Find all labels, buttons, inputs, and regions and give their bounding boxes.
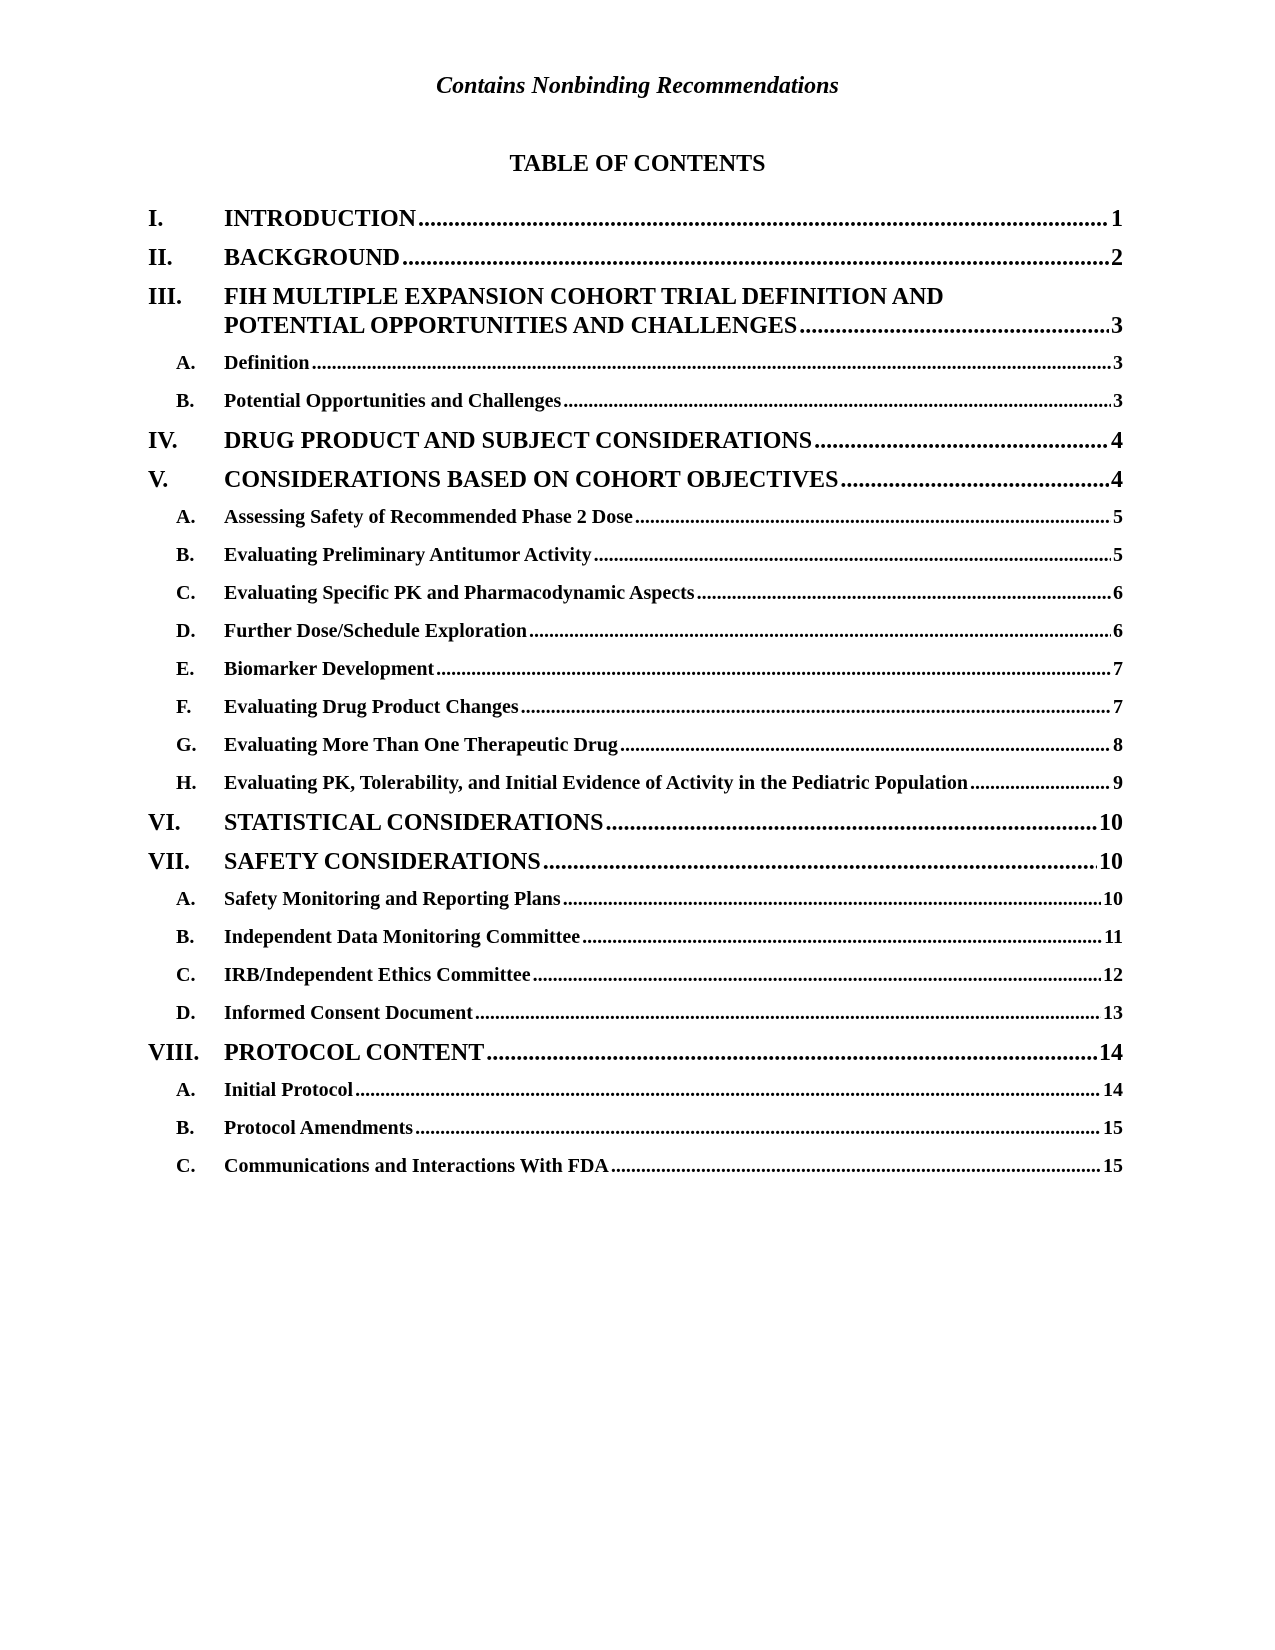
toc-entry[interactable] <box>148 283 1123 341</box>
toc-page-number: 14 <box>1099 1040 1123 1066</box>
toc-page-number: 10 <box>1099 849 1123 875</box>
toc-entry[interactable] <box>148 244 1123 273</box>
toc-leader-dots <box>402 244 1109 273</box>
toc-subentry[interactable] <box>148 389 1123 414</box>
toc-subentry[interactable] <box>148 771 1123 796</box>
toc-page-number: 4 <box>1111 428 1123 454</box>
toc-entry-number: E. <box>176 658 195 680</box>
toc-leader-dots <box>355 1078 1101 1103</box>
toc-entry[interactable] <box>148 848 1123 877</box>
toc-leader-dots <box>594 543 1111 568</box>
toc-leader-dots <box>486 1039 1097 1068</box>
toc-page-number: 15 <box>1103 1117 1123 1139</box>
toc-entry-title: Assessing Safety of Recommended Phase 2 Dose <box>224 506 633 528</box>
toc-subentry[interactable] <box>148 695 1123 720</box>
toc-leader-dots <box>436 657 1111 682</box>
toc-leader-dots <box>620 733 1111 758</box>
toc-page-number: 8 <box>1113 734 1123 756</box>
toc-entry-number: VIII. <box>148 1040 200 1066</box>
toc-page-number: 1 <box>1111 206 1123 232</box>
toc-page-number: 9 <box>1113 772 1123 794</box>
toc-page-number: 3 <box>1113 390 1123 412</box>
toc-subentry[interactable] <box>148 543 1123 568</box>
toc-page-number: 5 <box>1113 506 1123 528</box>
toc-entry-title: BACKGROUND <box>224 245 401 271</box>
toc-entry-title: Biomarker Development <box>224 658 435 680</box>
toc-leader-dots <box>543 848 1097 877</box>
toc-entry-number: A. <box>176 888 196 910</box>
toc-leader-dots <box>533 963 1101 988</box>
toc-entry[interactable] <box>148 427 1123 456</box>
toc-entry-number: B. <box>176 1117 195 1139</box>
toc-leader-dots <box>697 581 1111 606</box>
toc-entry-title: INTRODUCTION <box>224 206 417 232</box>
toc-entry-title: POTENTIAL OPPORTUNITIES AND CHALLENGES <box>224 313 798 339</box>
toc-subentry[interactable] <box>148 505 1123 530</box>
toc-entry-title: DRUG PRODUCT AND SUBJECT CONSIDERATIONS <box>224 428 813 454</box>
toc-entry-number: H. <box>176 772 197 794</box>
toc-entry-title: Evaluating Drug Product Changes <box>224 696 519 718</box>
toc-entry[interactable] <box>148 809 1123 838</box>
toc-page-number: 10 <box>1103 888 1123 910</box>
toc-entry-number: F. <box>176 696 192 718</box>
toc-leader-dots <box>799 312 1109 341</box>
toc-entry-title: Safety Monitoring and Reporting Plans <box>224 888 561 910</box>
toc-entry-title: Evaluating PK, Tolerability, and Initial Evidence of Activity in the Pediatric Population <box>224 772 968 794</box>
toc-leader-dots <box>814 427 1109 456</box>
toc-page-number: 14 <box>1103 1079 1123 1101</box>
toc-entry-number: A. <box>176 506 196 528</box>
toc-leader-dots <box>582 925 1102 950</box>
toc-page-number: 15 <box>1103 1155 1123 1177</box>
toc-page-number: 10 <box>1099 810 1123 836</box>
toc-page-number: 11 <box>1104 926 1123 948</box>
toc-entry-title: Initial Protocol <box>224 1079 354 1101</box>
toc-leader-dots <box>418 205 1109 234</box>
toc-subentry[interactable] <box>148 351 1123 376</box>
toc-subentry[interactable] <box>148 619 1123 644</box>
toc-leader-dots <box>605 809 1097 838</box>
toc-leader-dots <box>521 695 1111 720</box>
toc-entry-number: A. <box>176 1079 196 1101</box>
toc-entry-number: G. <box>176 734 197 756</box>
toc-leader-dots <box>312 351 1111 376</box>
toc-entry[interactable] <box>148 466 1123 495</box>
toc-entry-title: SAFETY CONSIDERATIONS <box>224 849 541 875</box>
toc-entry-number: III. <box>148 284 183 310</box>
toc-entry-title: Further Dose/Schedule Exploration <box>224 620 527 642</box>
toc-title: TABLE OF CONTENTS <box>509 151 766 177</box>
toc-page-number: 12 <box>1103 964 1123 986</box>
toc-entry-title: Potential Opportunities and Challenges <box>224 390 562 412</box>
toc-entry[interactable] <box>148 205 1123 234</box>
toc-entry-number: D. <box>176 620 196 642</box>
toc-entry-number: C. <box>176 582 196 604</box>
toc-entry-number: C. <box>176 964 196 986</box>
toc-subentry[interactable] <box>148 581 1123 606</box>
toc-page-number: 3 <box>1113 352 1123 374</box>
toc-leader-dots <box>563 887 1101 912</box>
toc-entry-title: PROTOCOL CONTENT <box>224 1040 485 1066</box>
toc-leader-dots <box>415 1116 1101 1141</box>
toc-entry-title: Communications and Interactions With FDA <box>224 1155 609 1177</box>
toc-entry-title: Evaluating Preliminary Antitumor Activity <box>224 544 592 566</box>
toc-page-number: 2 <box>1111 245 1123 271</box>
toc-entry-number: I. <box>148 206 164 232</box>
toc-entry-number: II. <box>148 245 173 271</box>
toc-entry-title: IRB/Independent Ethics Committee <box>224 964 531 986</box>
toc-subentry[interactable] <box>148 1078 1123 1103</box>
toc-page-number: 3 <box>1111 313 1123 339</box>
toc-leader-dots <box>970 771 1111 796</box>
toc-list <box>148 205 1123 1192</box>
toc-page-number: 4 <box>1111 467 1123 493</box>
toc-entry-title: Evaluating Specific PK and Pharmacodynamic Aspects <box>224 582 695 604</box>
toc-subentry[interactable] <box>148 963 1123 988</box>
toc-entry-title: Definition <box>224 352 310 374</box>
toc-subentry[interactable] <box>148 733 1123 758</box>
toc-entry-number: B. <box>176 390 195 412</box>
toc-entry-title: Independent Data Monitoring Committee <box>224 926 581 948</box>
toc-leader-dots <box>635 505 1111 530</box>
toc-page-number: 6 <box>1113 582 1123 604</box>
toc-subentry[interactable] <box>148 887 1123 912</box>
toc-entry-title: Protocol Amendments <box>224 1117 414 1139</box>
toc-entry-title: CONSIDERATIONS BASED ON COHORT OBJECTIVES <box>224 467 839 493</box>
toc-leader-dots <box>840 466 1109 495</box>
toc-entry-title: FIH MULTIPLE EXPANSION COHORT TRIAL DEFINITION AND <box>224 284 944 310</box>
toc-leader-dots <box>611 1154 1101 1179</box>
toc-entry-number: C. <box>176 1155 196 1177</box>
toc-leader-dots <box>563 389 1111 414</box>
toc-subentry[interactable] <box>148 1154 1123 1179</box>
toc-page-number: 7 <box>1113 658 1123 680</box>
toc-entry[interactable] <box>148 1039 1123 1068</box>
toc-entry-title: Evaluating More Than One Therapeutic Drug <box>224 734 618 756</box>
toc-entry-number: D. <box>176 1002 196 1024</box>
toc-entry-number: VI. <box>148 810 181 836</box>
toc-subentry[interactable] <box>148 657 1123 682</box>
toc-page-number: 7 <box>1113 696 1123 718</box>
toc-entry-number: B. <box>176 544 195 566</box>
toc-entry-number: B. <box>176 926 195 948</box>
toc-entry-number: A. <box>176 352 196 374</box>
toc-page-number: 5 <box>1113 544 1123 566</box>
toc-subentry[interactable] <box>148 1001 1123 1026</box>
toc-page-number: 13 <box>1103 1002 1123 1024</box>
toc-leader-dots <box>529 619 1111 644</box>
toc-entry-title: Informed Consent Document <box>224 1002 473 1024</box>
toc-entry-number: VII. <box>148 849 191 875</box>
toc-leader-dots <box>475 1001 1101 1026</box>
toc-entry-title: STATISTICAL CONSIDERATIONS <box>224 810 604 836</box>
toc-entry-number: V. <box>148 467 169 493</box>
toc-page-number: 6 <box>1113 620 1123 642</box>
header-note: Contains Nonbinding Recommendations <box>436 73 839 99</box>
toc-subentry[interactable] <box>148 925 1123 950</box>
toc-subentry[interactable] <box>148 1116 1123 1141</box>
toc-entry-number: IV. <box>148 428 178 454</box>
